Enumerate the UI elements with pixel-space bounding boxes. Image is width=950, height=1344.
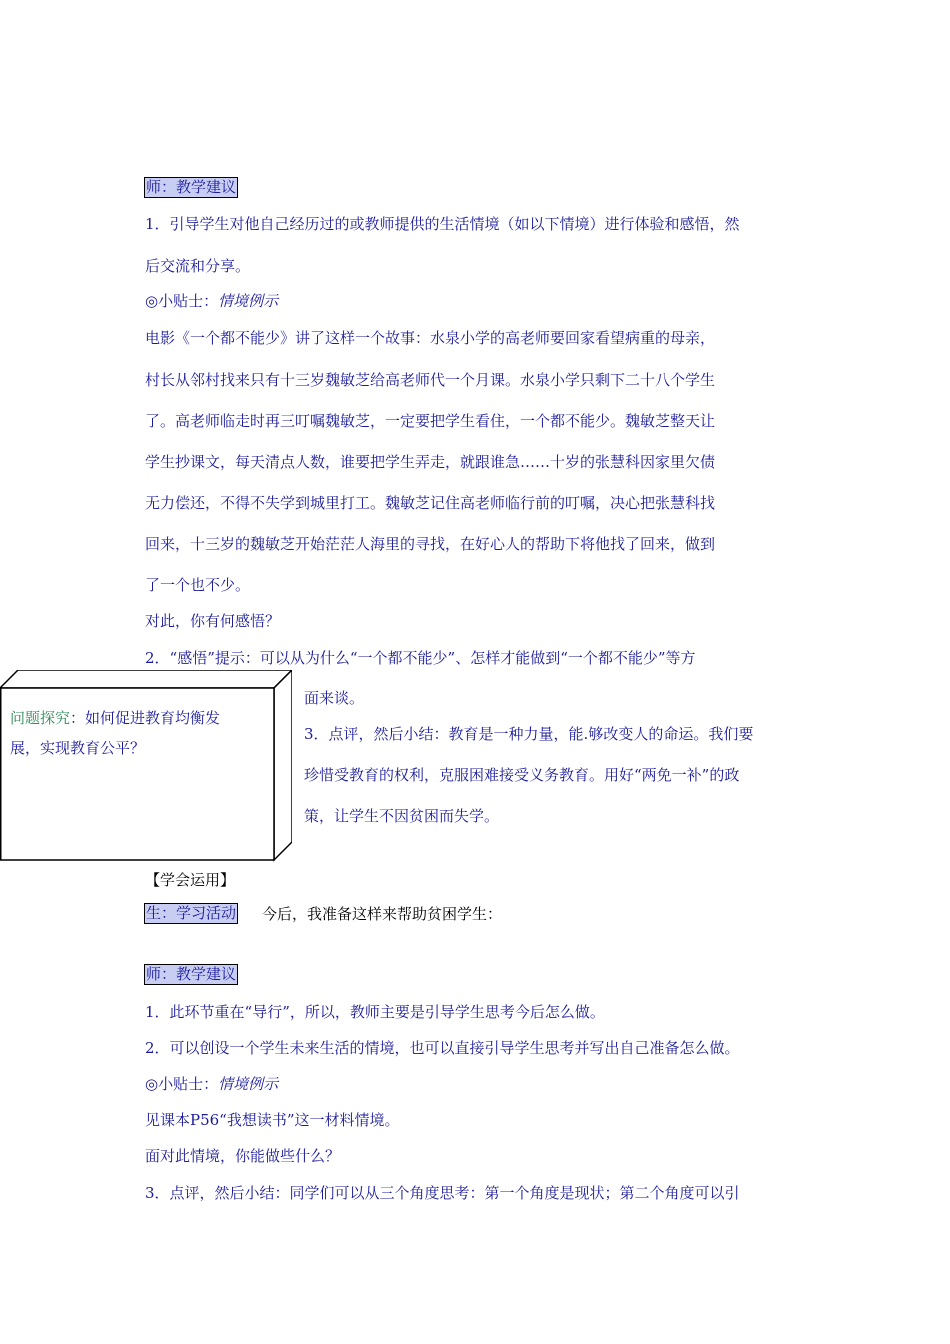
tip-1 — [145, 290, 278, 311]
teacher-suggestion-label-2: 师：教学建议 — [146, 965, 237, 983]
reference-text: 见课本P56“我想读书”这一材料情境。 — [145, 1111, 400, 1129]
suggestion-1: 1．此环节重在“导行”，所以，教师主要是引导学生思考今后怎么做。 — [145, 1003, 605, 1021]
inquiry-title: 问题探究 — [10, 709, 71, 727]
paragraph-1-line-2: 后交流和分享。 — [145, 257, 251, 275]
paragraph-3-line: 珍惜受教育的权利，克服困难接受义务教育。用好“两免一补”的政 — [304, 766, 740, 784]
story-line: 电影《一个都不能少》讲了这样一个故事：水泉小学的高老师要回家看望病重的母亲， — [145, 329, 716, 347]
student-activity-label: 生：学习活动 — [146, 904, 237, 922]
story-line: 了。高老师临走时再三叮嘱魏敏芝，一定要把学生看住，一个都不能少。魏敏芝整天让 — [145, 412, 716, 430]
teacher-suggestion-label: 师：教学建议 — [146, 178, 237, 196]
story-line: 了一个也不少。 — [145, 576, 251, 594]
inquiry-question-part-2: 展，实现教育公平？ — [10, 739, 146, 757]
paragraph-2-line-1: 2．“感悟”提示：可以从为什么“一个都不能少”、怎样才能做到“一个都不能少”等方 — [145, 649, 696, 667]
question-1: 对此，你有何感悟？ — [145, 612, 281, 630]
paragraph-3-line: 策，让学生不因贫困而失学。 — [304, 807, 500, 825]
paragraph-1-line-1: 1．引导学生对他自己经历过的或教师提供的生活情境（如以下情境）进行体验和感悟，然 — [145, 215, 740, 233]
paragraph-3-line: 3．点评，然后小结：教育是一种力量，能.够改变人的命运。我们要 — [304, 725, 754, 743]
inquiry-box — [0, 670, 292, 862]
tip-title: 情境例示 — [218, 1075, 279, 1093]
tip-prefix: ◎小贴士： — [145, 1075, 219, 1093]
tip-2 — [145, 1073, 278, 1094]
suggestion-3: 3．点评，然后小结：同学们可以从三个角度思考：第一个角度是现状；第二个角度可以引 — [145, 1184, 740, 1202]
inquiry-box-text — [10, 703, 272, 763]
inquiry-box-frame — [0, 670, 292, 862]
tip-prefix: ◎小贴士： — [145, 292, 219, 310]
section-heading: 【学会运用】 — [145, 871, 236, 889]
suggestion-2: 2．可以创设一个学生未来生活的情境，也可以直接引导学生思考并写出自己准备怎么做。 — [145, 1039, 740, 1057]
student-activity-text: 今后，我准备这样来帮助贫困学生： — [262, 905, 503, 923]
story-line: 学生抄课文，每天清点人数，谁要把学生弄走，就跟谁急……十岁的张慧科因家里欠债 — [145, 453, 716, 471]
story-line: 回来，十三岁的魏敏芝开始茫茫人海里的寻找，在好心人的帮助下将他找了回来，做到 — [145, 535, 716, 553]
story-line: 无力偿还，不得不失学到城里打工。魏敏芝记住高老师临行前的叮嘱，决心把张慧科找 — [145, 494, 716, 512]
tip-title: 情境例示 — [218, 292, 279, 310]
story-line: 村长从邻村找来只有十三岁魏敏芝给高老师代一个月课。水泉小学只剩下二十八个学生 — [145, 371, 716, 389]
inquiry-question-part-1: ：如何促进教育均衡发 — [70, 709, 221, 727]
paragraph-2-line-2: 面来谈。 — [304, 689, 365, 707]
question-2: 面对此情境，你能做些什么？ — [145, 1147, 341, 1165]
